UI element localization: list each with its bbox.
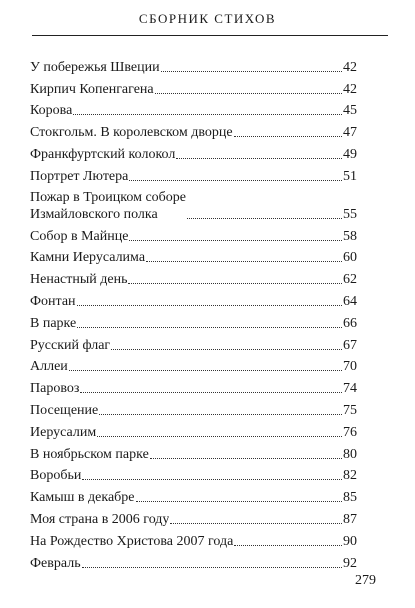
toc-entry-title: У побережья Швеции — [30, 59, 160, 75]
toc-entry — [30, 310, 357, 332]
toc-entry-page: 66 — [343, 315, 357, 331]
toc-entry-title: Русский флаг — [30, 337, 111, 353]
toc-entry-page: 76 — [343, 424, 357, 440]
header-rule — [32, 35, 388, 36]
table-of-contents — [30, 54, 357, 572]
toc-entry-title: Аллеи — [30, 359, 68, 375]
toc-entry — [30, 441, 357, 463]
toc-entry-title-line: Измайловского полка — [30, 206, 158, 222]
toc-entry-page: 60 — [343, 250, 357, 266]
toc-entry-title-line: Пожар в Троицком соборе — [30, 189, 186, 205]
page-number: 279 — [355, 573, 376, 588]
toc-entry-page: 64 — [343, 293, 357, 309]
toc-entry-page: 85 — [343, 490, 357, 506]
dot-leader — [99, 413, 342, 415]
toc-entry-page: 90 — [343, 533, 357, 549]
dot-leader — [82, 566, 342, 568]
toc-entry — [30, 506, 357, 528]
toc-entry-title: В парке — [30, 315, 77, 331]
toc-entry — [30, 163, 357, 185]
toc-entry — [30, 245, 357, 267]
toc-entry — [30, 76, 357, 98]
toc-entry — [30, 397, 357, 419]
dot-leader — [234, 135, 342, 137]
toc-entry — [30, 266, 357, 288]
toc-entry-title: Стокгольм. В королевском дворце — [30, 125, 233, 141]
toc-entry-title: Кирпич Копенгагена — [30, 81, 154, 97]
toc-entry-title: На Рождество Христова 2007 года — [30, 533, 234, 549]
toc-entry-page: 75 — [343, 402, 357, 418]
dot-leader — [161, 70, 342, 72]
dot-leader — [77, 304, 342, 306]
toc-entry-page: 80 — [343, 446, 357, 462]
toc-entry-title: Моя страна в 2006 году — [30, 511, 170, 527]
toc-entry-title: Камыш в декабре — [30, 490, 135, 506]
toc-entry-title: В ноябрьском парке — [30, 446, 149, 462]
dot-leader — [136, 500, 342, 502]
toc-entry-page: 82 — [343, 468, 357, 484]
toc-entry — [30, 185, 357, 223]
toc-entry — [30, 528, 357, 550]
toc-entry-page: 49 — [343, 146, 357, 162]
dot-leader — [234, 544, 342, 546]
toc-entry-title: Корова — [30, 103, 73, 119]
toc-entry-page: 58 — [343, 228, 357, 244]
dot-leader — [82, 478, 342, 480]
toc-entry-page: 47 — [343, 125, 357, 141]
toc-entry — [30, 119, 357, 141]
toc-entry — [30, 550, 357, 572]
dot-leader — [77, 326, 342, 328]
dot-leader — [80, 391, 342, 393]
toc-entry-page: 42 — [343, 81, 357, 97]
toc-entry-title: Иерусалим — [30, 424, 97, 440]
dot-leader — [129, 179, 342, 181]
dot-leader — [129, 239, 342, 241]
toc-entry — [30, 463, 357, 485]
dot-leader — [69, 369, 342, 371]
toc-entry-page: 51 — [343, 168, 357, 184]
dot-leader — [176, 157, 342, 159]
dot-leader — [170, 522, 342, 524]
toc-entry-title: Собор в Майнце — [30, 228, 129, 244]
toc-entry — [30, 354, 357, 376]
dot-leader — [73, 113, 342, 115]
toc-entry-page: 92 — [343, 555, 357, 571]
toc-entry-page: 45 — [343, 103, 357, 119]
dot-leader — [97, 435, 342, 437]
toc-entry — [30, 332, 357, 354]
toc-entry — [30, 419, 357, 441]
toc-entry-title: Камни Иерусалима — [30, 250, 146, 266]
toc-entry — [30, 54, 357, 76]
toc-entry — [30, 484, 357, 506]
dot-leader — [111, 348, 342, 350]
toc-entry — [30, 141, 357, 163]
toc-entry-title: Франкфуртский колокол — [30, 146, 176, 162]
toc-entry-title: Посещение — [30, 402, 99, 418]
toc-entry — [30, 98, 357, 120]
toc-entry-title: Паровоз — [30, 381, 80, 397]
toc-entry — [30, 223, 357, 245]
toc-entry-title: Февраль — [30, 555, 81, 571]
toc-entry-page: 55 — [343, 206, 357, 222]
toc-entry — [30, 288, 357, 310]
toc-entry-page: 67 — [343, 337, 357, 353]
toc-entry-title: Ненастный день — [30, 272, 128, 288]
toc-entry-title: Фонтан — [30, 293, 76, 309]
toc-entry-page: 74 — [343, 381, 357, 397]
dot-leader — [150, 457, 342, 459]
toc-entry-title: Портрет Лютера — [30, 168, 129, 184]
toc-entry — [30, 375, 357, 397]
toc-entry-page: 42 — [343, 59, 357, 75]
dot-leader — [128, 282, 342, 284]
toc-entry-title — [30, 189, 186, 223]
dot-leader — [146, 260, 342, 262]
toc-entry-title: Воробьи — [30, 468, 82, 484]
dot-leader — [155, 92, 342, 94]
toc-entry-page: 87 — [343, 511, 357, 527]
dot-leader — [187, 217, 342, 219]
running-header: СБОРНИК СТИХОВ — [138, 11, 277, 26]
toc-entry-page: 70 — [343, 359, 357, 375]
toc-entry-page: 62 — [343, 272, 357, 288]
